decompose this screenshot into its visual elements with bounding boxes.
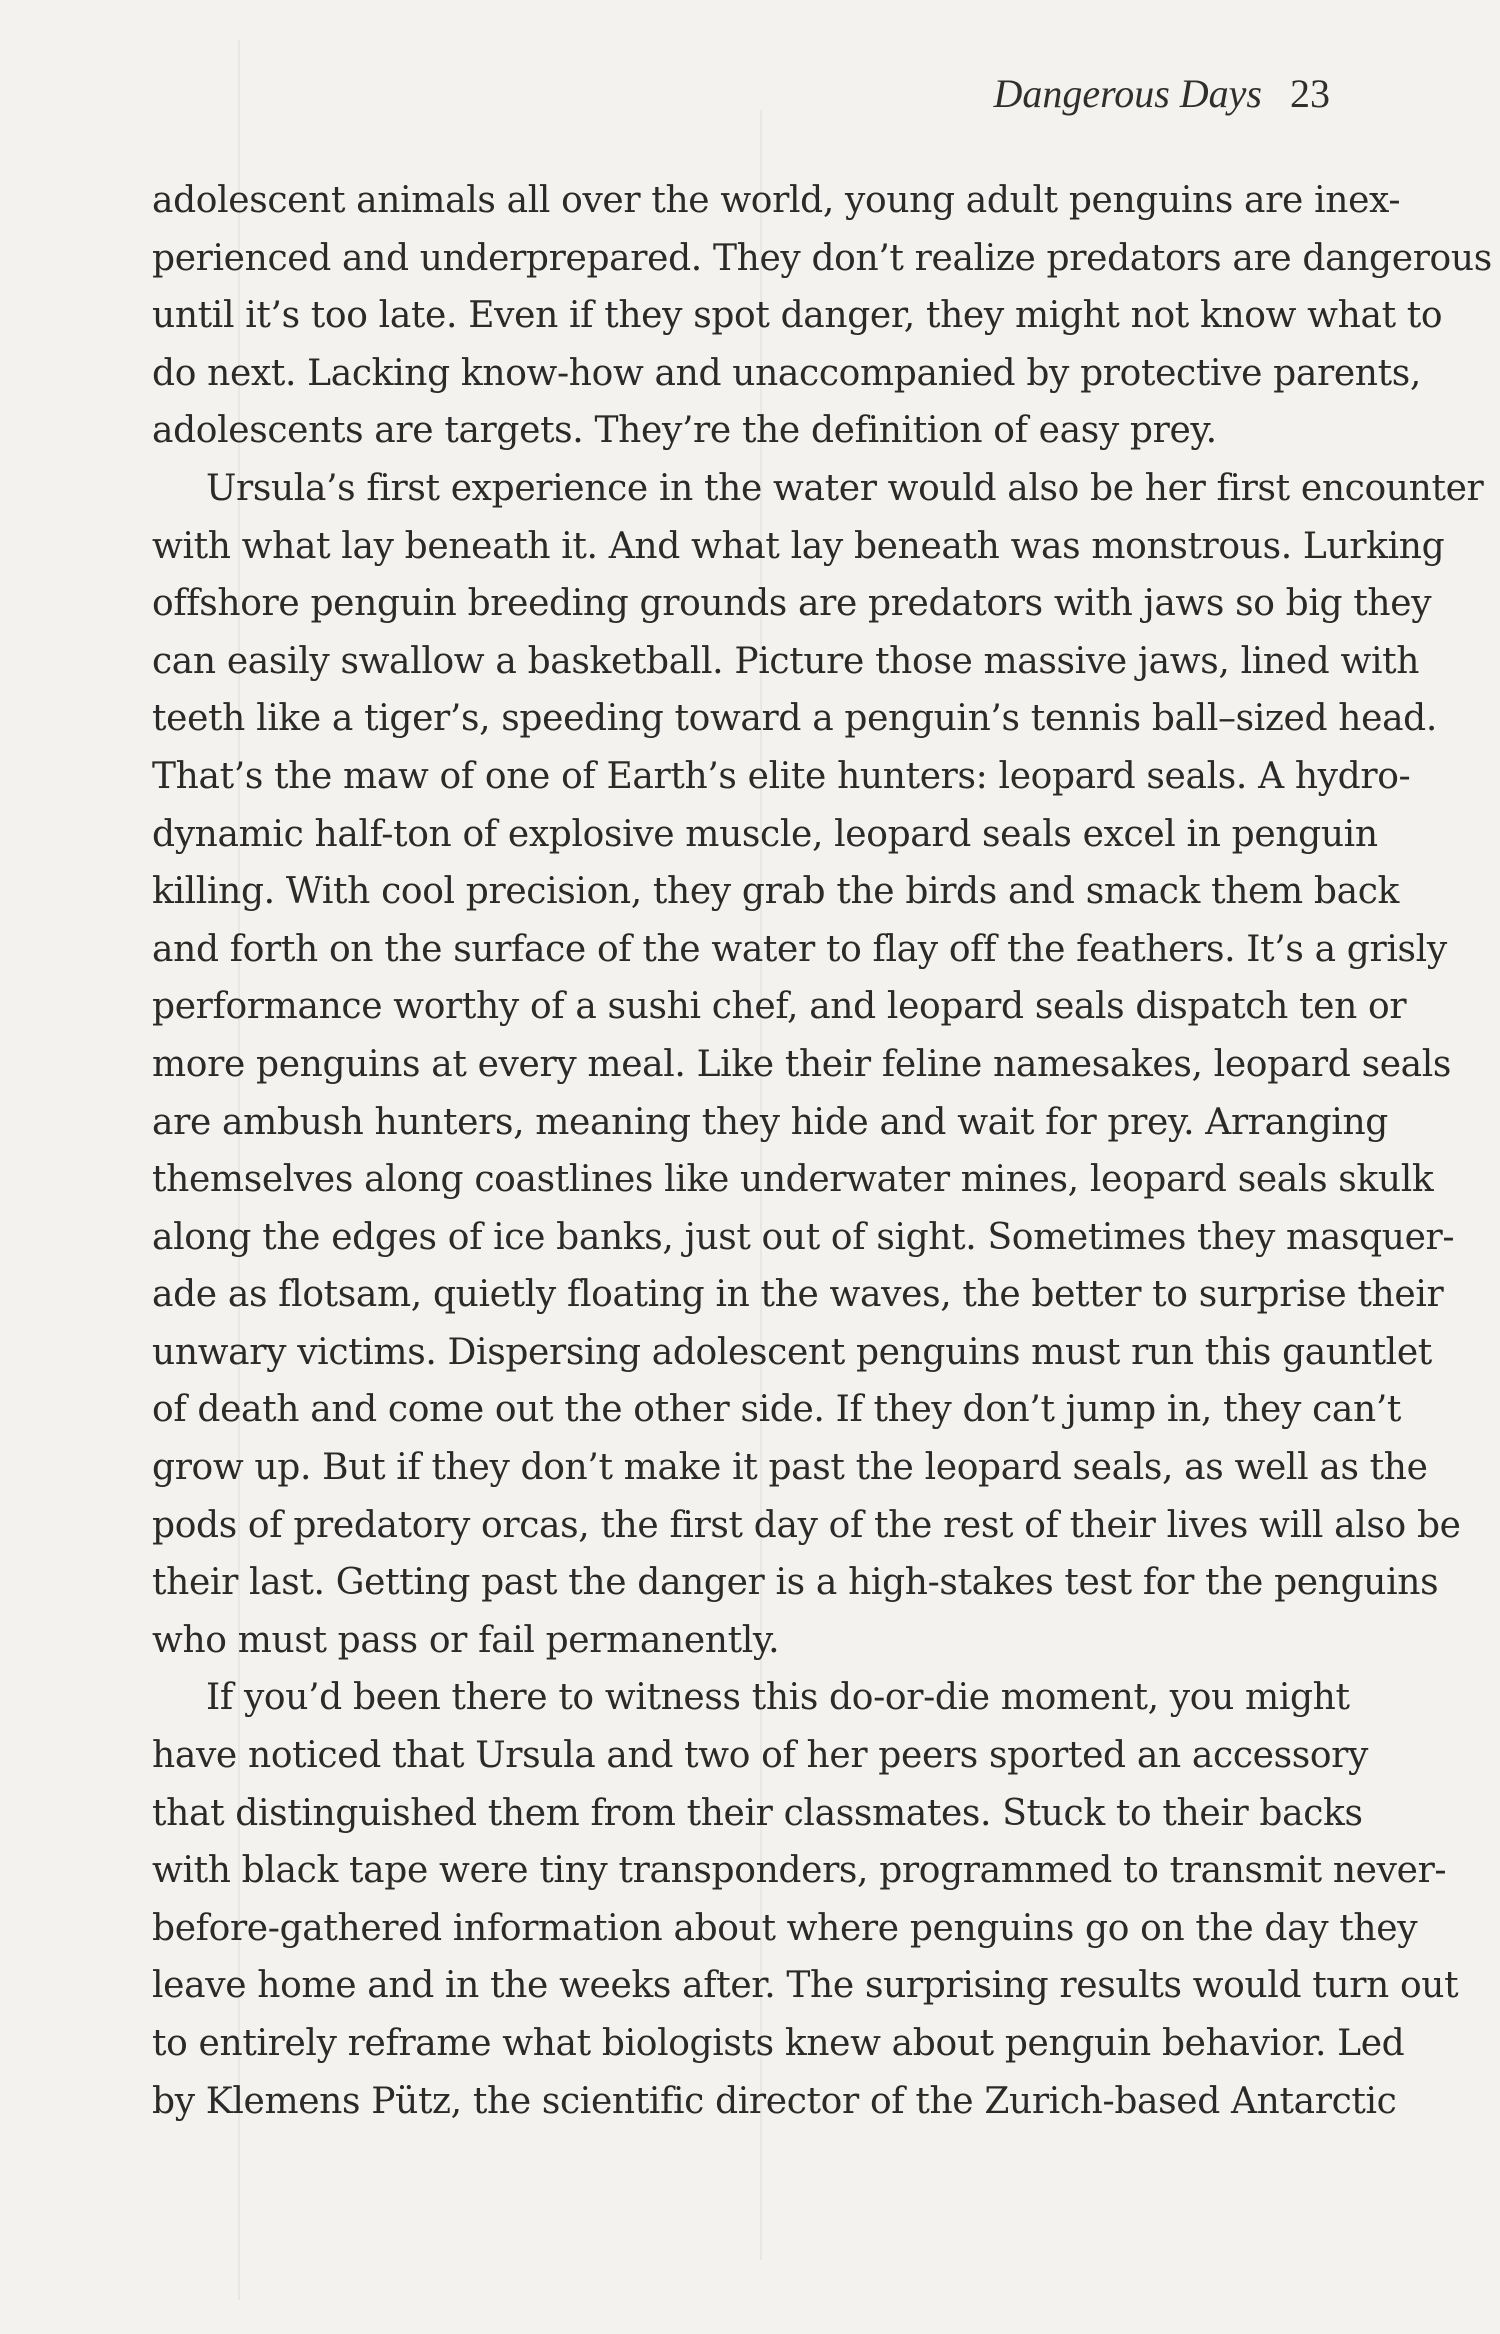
page-number: 23 <box>1290 71 1330 116</box>
text-line: their last. Getting past the danger is a high-stakes test for the penguins <box>152 1562 1439 1604</box>
text-line: ade as flotsam, quietly floating in the waves, the better to surprise their <box>152 1274 1444 1316</box>
text-line: Ursula’s first experience in the water would also be her first encounter <box>206 467 1484 509</box>
text-line: of death and come out the other side. If they don’t jump in, they can’t <box>152 1389 1402 1431</box>
paragraph <box>152 1669 1459 2130</box>
text-line: performance worthy of a sushi chef, and leopard seals dispatch ten or <box>152 986 1407 1028</box>
text-line: who must pass or fail permanently. <box>152 1619 780 1661</box>
text-line: along the edges of ice banks, just out of sight. Sometimes they masquer- <box>152 1216 1455 1258</box>
text-line: themselves along coastlines like underwater mines, leopard seals skulk <box>152 1159 1434 1201</box>
text-line: If you’d been there to witness this do-or-die moment, you might <box>206 1677 1350 1719</box>
text-line: perienced and underprepared. They don’t realize predators are dangerous <box>152 237 1492 279</box>
text-line: by Klemens Pütz, the scientific director of the Zurich-based Antarctic <box>152 2080 1397 2122</box>
text-line: that distinguished them from their classmates. Stuck to their backs <box>152 1792 1363 1834</box>
text-line: offshore penguin breeding grounds are predators with jaws so big they <box>152 583 1432 625</box>
text-line: to entirely reframe what biologists knew about penguin behavior. Led <box>152 2023 1405 2064</box>
text-line: are ambush hunters, meaning they hide and wait for prey. Arranging <box>152 1101 1389 1143</box>
text-line: unwary victims. Dispersing adolescent penguins must run this gauntlet <box>152 1331 1432 1373</box>
text-line: and forth on the surface of the water to flay off the feathers. It’s a grisly <box>152 928 1447 970</box>
running-head <box>994 68 1331 120</box>
text-line: before-gathered information about where penguins go on the day they <box>152 1907 1418 1949</box>
text-line: grow up. But if they don’t make it past the leopard seals, as well as the <box>152 1447 1428 1489</box>
text-line: adolescent animals all over the world, young adult penguins are inex- <box>152 180 1401 221</box>
text-line: teeth like a tiger’s, speeding toward a penguin’s tennis ball–sized head. <box>152 698 1437 740</box>
text-line: more penguins at every meal. Like their feline namesakes, leopard seals <box>152 1043 1452 1085</box>
text-line: can easily swallow a basketball. Picture those massive jaws, lined with <box>152 640 1420 682</box>
text-line: with what lay beneath it. And what lay beneath was monstrous. Lurking <box>152 525 1445 567</box>
text-line: pods of predatory orcas, the first day of the rest of their lives will also be <box>152 1504 1461 1546</box>
body-text <box>152 172 1492 2130</box>
text-line: leave home and in the weeks after. The surprising results would turn out <box>152 1965 1459 2007</box>
text-line: until it’s too late. Even if they spot danger, they might not know what to <box>152 295 1443 337</box>
text-line: dynamic half-ton of explosive muscle, leopard seals excel in penguin <box>152 813 1378 855</box>
text-line: adolescents are targets. They’re the definition of easy prey. <box>152 410 1217 452</box>
text-line: with black tape were tiny transponders, programmed to transmit never- <box>152 1850 1447 1892</box>
text-line: That’s the maw of one of Earth’s elite hunters: leopard seals. A hydro- <box>152 755 1411 797</box>
paragraph <box>152 172 1492 460</box>
running-head-title: Dangerous Days <box>993 71 1262 116</box>
paragraph <box>152 460 1484 1669</box>
text-line: have noticed that Ursula and two of her peers sported an accessory <box>152 1735 1369 1777</box>
text-line: killing. With cool precision, they grab the birds and smack them back <box>152 871 1399 913</box>
text-line: do next. Lacking know-how and unaccompanied by protective parents, <box>152 352 1421 394</box>
